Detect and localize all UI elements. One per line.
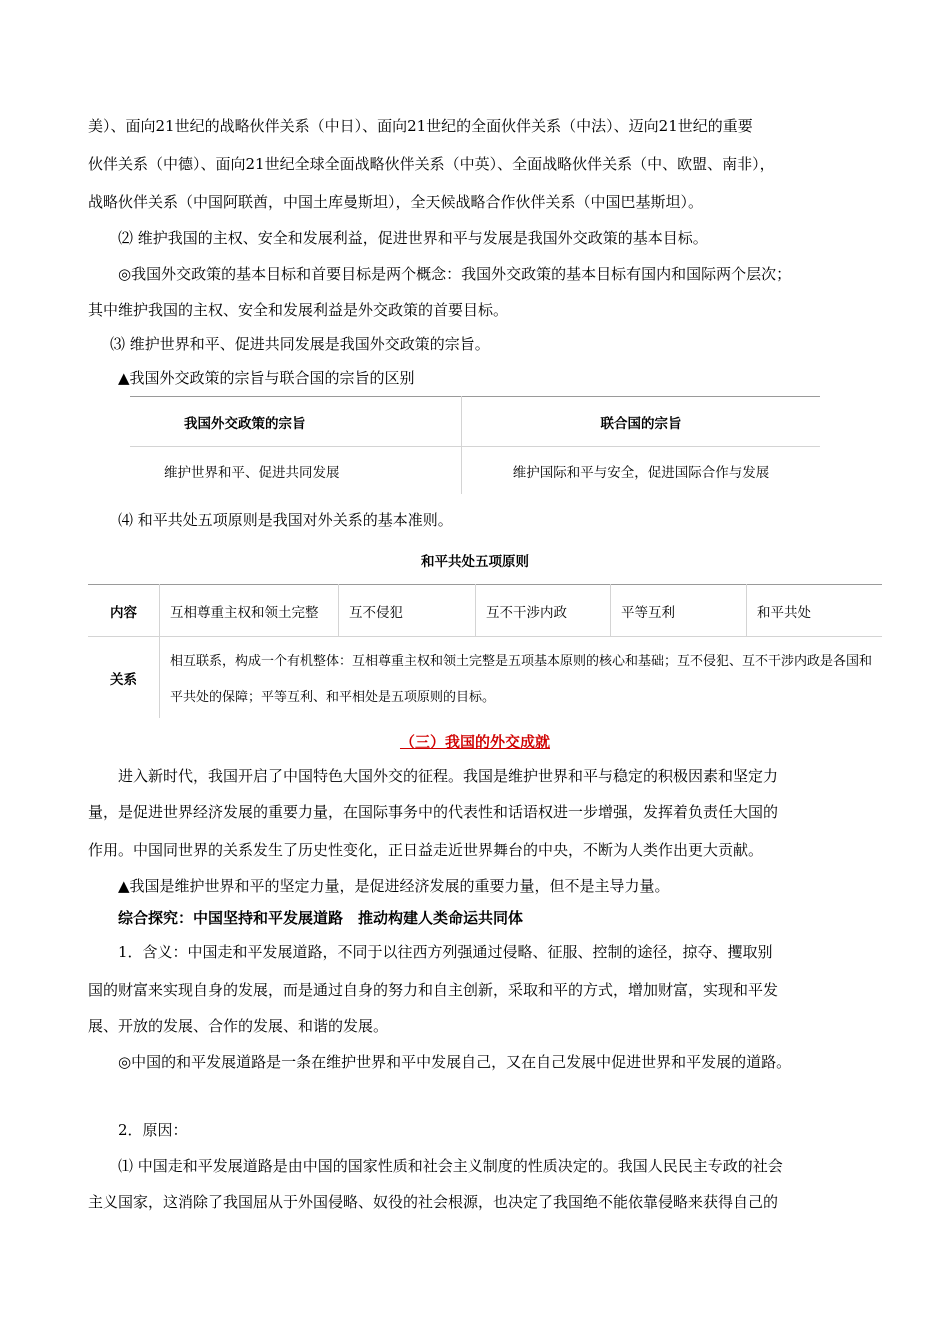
paragraph-line: 作用。中国同世界的关系发生了历史性变化，正日益走近世界舞台的中央，不断为人类作出更大贡献。	[88, 841, 764, 859]
subsection-heading: 综合探究：中国坚持和平发展道路 推动构建人类命运共同体	[118, 909, 524, 927]
paragraph-line: 国的财富来实现自身的发展，而是通过自身的努力和自主创新，采取和平的方式，增加财富，实现和平发	[88, 981, 779, 999]
paragraph-line: ⑷ 和平共处五项原则是我国对外关系的基本准则。	[118, 511, 453, 529]
paragraph-line: 1．含义：中国走和平发展道路，不同于以往西方列强通过侵略、征服、控制的途径，掠夺、攫取别	[118, 943, 773, 961]
relation-text: 相互联系，构成一个有机整体：互相尊重主权和领土完整是五项基本原则的核心和基础；互不侵犯、互不干涉内政是各国和	[170, 654, 873, 669]
paragraph-line: 战略伙伴关系（中国阿联酋，中国土库曼斯坦），全天候战略合作伙伴关系（中国巴基斯坦）。	[88, 193, 704, 211]
relation-text: 平共处的保障；平等互利、和平相处是五项原则的目标。	[170, 690, 496, 705]
table-title: 和平共处五项原则	[421, 554, 529, 570]
paragraph-line: 主义国家，这消除了我国屈从于外国侵略、奴役的社会根源，也决定了我国绝不能依靠侵略来获得自己的	[88, 1193, 779, 1211]
paragraph-line: ⑴ 中国走和平发展道路是由中国的国家性质和社会主义制度的性质决定的。我国人民民主专政的社会	[118, 1157, 783, 1175]
row-label-content: 内容	[110, 604, 137, 621]
paragraph-line: 伙伴关系（中德）、面向21世纪全球全面战略伙伴关系（中英）、全面战略伙伴关系（中、欧盟、南非），	[88, 155, 775, 173]
paragraph-line: 量，是促进世界经济发展的重要力量，在国际事务中的代表性和话语权进一步增强，发挥着负责任大国的	[88, 803, 779, 821]
paragraph-line: 展、开放的发展、合作的发展、和谐的发展。	[88, 1017, 389, 1035]
paragraph-line: 美）、面向21世纪的战略伙伴关系（中日）、面向21世纪的全面伙伴关系（中法）、迈向21世纪的重要	[88, 117, 753, 135]
table-cell-un-purpose: 维护国际和平与安全，促进国际合作与发展	[512, 464, 770, 481]
table-header-china-policy: 我国外交政策的宗旨	[184, 415, 306, 432]
paragraph-line: 进入新时代，我国开启了中国特色大国外交的征程。我国是维护世界和平与稳定的积极因素和坚定力	[118, 767, 779, 785]
section-title: （三）我国的外交成就	[399, 733, 550, 751]
principle-item: 和平共处	[757, 604, 811, 621]
principle-item: 平等互利	[621, 604, 675, 621]
table-header-un-purpose: 联合国的宗旨	[600, 415, 682, 432]
paragraph-line: 2．原因：	[118, 1121, 188, 1139]
paragraph-line: ▲我国是维护世界和平的坚定力量，是促进经济发展的重要力量，但不是主导力量。	[118, 877, 670, 895]
paragraph-line: ⑵ 维护我国的主权、安全和发展利益，促进世界和平与发展是我国外交政策的基本目标。	[118, 229, 708, 247]
paragraph-line: ◎中国的和平发展道路是一条在维护世界和平中发展自己，又在自己发展中促进世界和平发展的道路。	[118, 1053, 792, 1071]
paragraph-line: ⑶ 维护世界和平、促进共同发展是我国外交政策的宗旨。	[110, 335, 490, 353]
table-cell-china-policy: 维护世界和平、促进共同发展	[164, 464, 340, 481]
principle-item: 互不侵犯	[349, 604, 403, 621]
paragraph-line: ◎我国外交政策的基本目标和首要目标是两个概念：我国外交政策的基本目标有国内和国际两个层次；	[118, 265, 792, 283]
row-label-relation: 关系	[110, 671, 137, 688]
paragraph-line: 其中维护我国的主权、安全和发展利益是外交政策的首要目标。	[88, 301, 509, 319]
principle-item: 互不干涉内政	[486, 604, 567, 621]
principle-item: 互相尊重主权和领土完整	[170, 604, 319, 621]
paragraph-line: ▲我国外交政策的宗旨与联合国的宗旨的区别	[118, 369, 415, 387]
